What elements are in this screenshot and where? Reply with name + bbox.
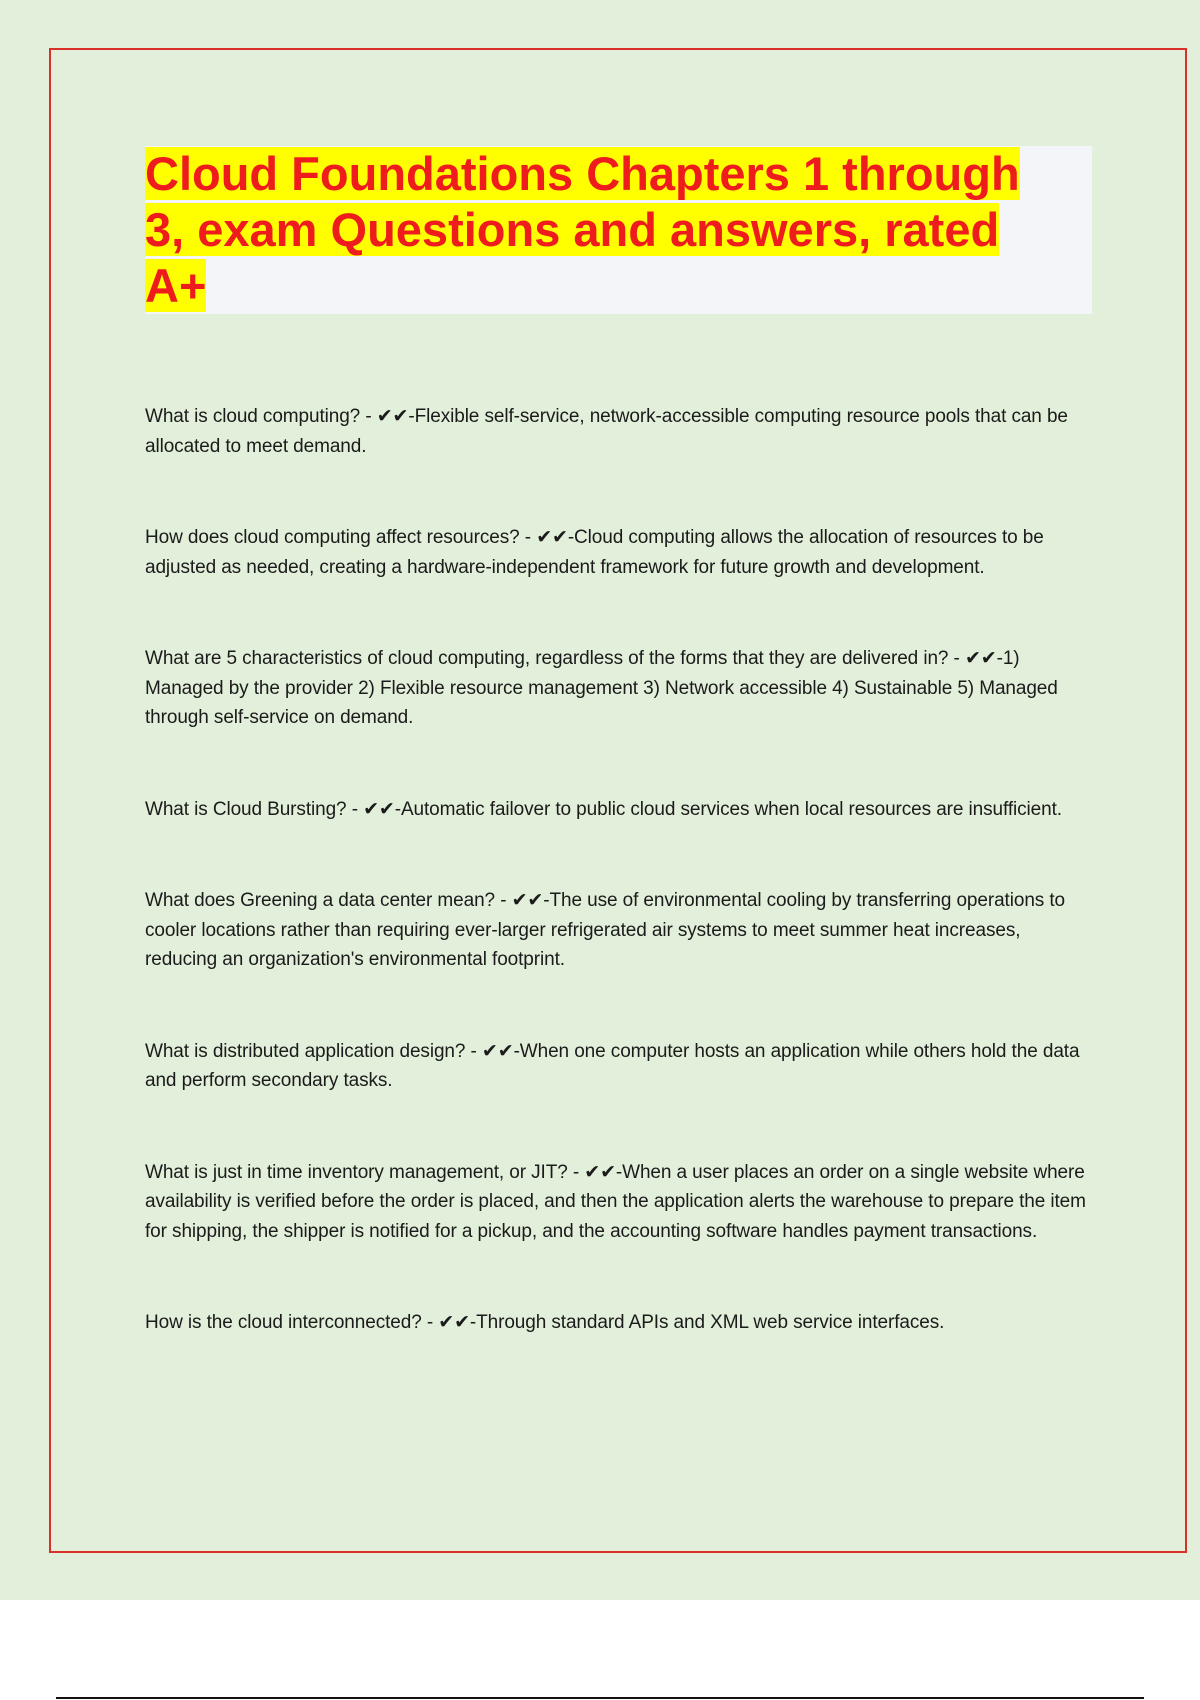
qa-item: What is distributed application design? - ✔✔-When one computer hosts an application while others hold the data and perform secondary tasks. [145, 1040, 1080, 1091]
qa-item: What is cloud computing? - ✔✔-Flexible self-service, network-accessible computing resource pools that can be allocated to meet demand. [145, 406, 1068, 457]
document-title [145, 146, 1065, 314]
qa-item: How is the cloud interconnected? - ✔✔-Through standard APIs and XML web service interfaces. [145, 1312, 945, 1333]
qa-item: What are 5 characteristics of cloud computing, regardless of the forms that they are delivered in? - ✔✔-1) Managed by the provider 2) Flexible resource management 3) Network accessible 4) Sustainable 5) Managed through self-service on demand. [145, 648, 1058, 728]
page-bottom-divider [56, 1697, 1144, 1699]
qa-item: What does Greening a data center mean? - ✔✔-The use of environmental cooling by transferring operations to cooler locations rather than requiring ever-larger refrigerated air systems to meet summer heat increases, reducing an organization's environmental footprint. [145, 890, 1066, 970]
qa-item: What is just in time inventory management, or JIT? - ✔✔-When a user places an order on a single website where availability is verified before the order is placed, and then the application alerts the warehouse to prepare the item for shipping, the shipper is notified for a pickup, and the accounting software handles payment transactions. [145, 1161, 1086, 1242]
qa-item: How does cloud computing affect resources? - ✔✔-Cloud computing allows the allocation of resources to be adjusted as needed, creating a hardware-independent framework for future growth and development. [145, 527, 1044, 578]
qa-item: What is Cloud Bursting? - ✔✔-Automatic failover to public cloud services when local resources are insufficient. [145, 798, 1062, 820]
qa-list [145, 402, 1095, 1338]
title-block [145, 146, 1092, 314]
title-highlight: Cloud Foundations Chapters 1 through 3, exam Questions and answers, rated A+ [145, 147, 1020, 312]
